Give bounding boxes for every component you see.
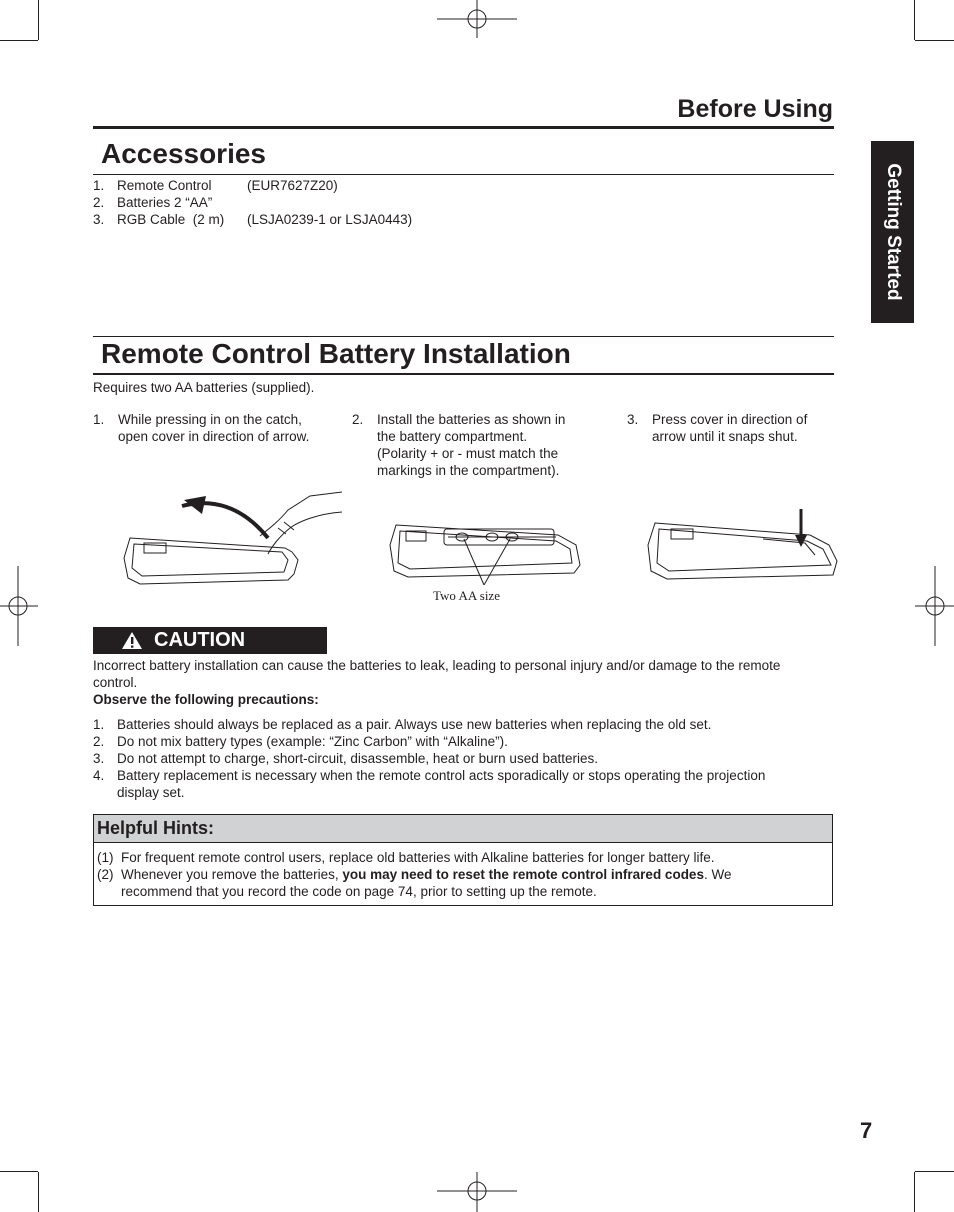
step-2-text: Install the batteries as shown in the battery compartment. (Polarity + or - must match the markings in the compartment). [377, 412, 566, 478]
list-item: 1. [93, 717, 105, 732]
hint-text: Whenever you remove the batteries, you may need to reset the remote control infrared codes. We [121, 867, 732, 882]
hint-number: (1) [97, 850, 114, 865]
helpful-hints-header [94, 815, 832, 843]
precaution-text: Battery replacement is necessary when the remote control acts sporadically or stops operating the projection display set. [117, 768, 766, 800]
side-tab-label: Getting Started [882, 163, 904, 301]
step-number: 2. [352, 412, 364, 427]
accessory-code: (LSJA0239-1 or LSJA0443) [247, 212, 413, 227]
step-number: 1. [93, 412, 105, 427]
list-item: 1. [93, 178, 105, 193]
section-title: Before Using [677, 95, 833, 123]
caution-label: CAUTION [154, 629, 246, 651]
step-3-text: Press cover in direction of arrow until it snaps shut. [652, 412, 808, 444]
observe-heading: Observe the following precautions: [93, 692, 319, 707]
hint-text: recommend that you record the code on page 74, prior to setting up the remote. [121, 884, 597, 899]
caution-banner [93, 627, 327, 654]
side-tab [871, 141, 914, 323]
step-number: 3. [627, 412, 639, 427]
precaution-text: Batteries should always be replaced as a pair. Always use new batteries when replacing the old set. [117, 717, 712, 732]
battery-title: Remote Control Battery Installation [101, 338, 571, 369]
remote-batteries-illustration [388, 515, 588, 585]
accessory-name: Batteries 2 “AA” [117, 195, 213, 210]
accessory-code: (EUR7627Z20) [247, 178, 338, 193]
battery-intro: Requires two AA batteries (supplied). [93, 380, 315, 395]
figure-caption: Two AA size [433, 588, 500, 603]
accessory-name: Remote Control [117, 178, 212, 193]
helpful-hints-box [93, 814, 833, 906]
remote-close-illustration [645, 505, 845, 585]
hint-text: For frequent remote control users, replace old batteries with Alkaline batteries for longer battery life. [121, 850, 715, 865]
list-item: 3. [93, 751, 105, 766]
page-number: 7 [860, 1118, 873, 1143]
header-rule [93, 126, 834, 129]
precaution-text: Do not mix battery types (example: “Zinc Carbon” with “Alkaline”). [117, 734, 508, 749]
accessory-name: RGB Cable (2 m) [117, 212, 225, 227]
precaution-text: Do not attempt to charge, short-circuit, disassemble, heat or burn used batteries. [117, 751, 598, 766]
hint-number: (2) [97, 867, 114, 882]
remote-open-illustration [120, 488, 345, 593]
battery-top-rule [93, 336, 834, 337]
battery-rule [93, 373, 834, 375]
step-1-text: While pressing in on the catch, open cover in direction of arrow. [118, 412, 310, 444]
caution-text: Incorrect battery installation can cause the batteries to leak, leading to personal injury and/or damage to the remote control. [93, 658, 781, 690]
list-item: 2. [93, 734, 105, 749]
accessories-rule [93, 174, 834, 175]
warning-icon [121, 631, 143, 650]
helpful-hints-title: Helpful Hints: [97, 818, 214, 838]
accessories-title: Accessories [101, 138, 267, 169]
list-item: 3. [93, 212, 105, 227]
list-item: 4. [93, 768, 105, 783]
list-item: 2. [93, 195, 105, 210]
